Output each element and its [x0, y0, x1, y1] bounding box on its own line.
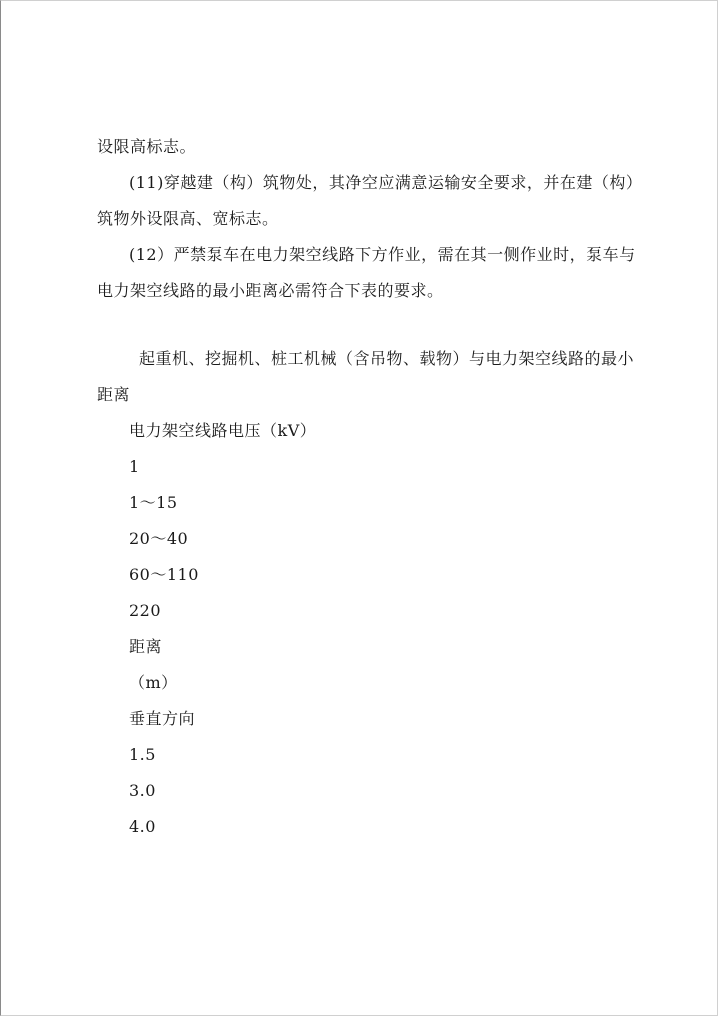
table-cell-voltage-220: 220: [129, 601, 162, 620]
paragraph-item-12: (12）严禁泵车在电力架空线路下方作业，需在其一侧作业时，泵车与电力架空线路的最小距离必需符合下表的要求。: [97, 245, 636, 300]
table-cell-voltage-1: 1: [129, 457, 140, 476]
table-cell-vertical-direction: 垂直方向: [129, 709, 196, 728]
table-cell-distance-header: 距离: [129, 637, 163, 656]
paragraph-continuation: 设限高标志。: [97, 137, 197, 156]
table-cell-vertical-3-0: 3.0: [129, 781, 156, 800]
paragraph-item-11: (11)穿越建（构）筑物处，其净空应满意运输安全要求，并在建（构）筑物外设限高、宽标志。: [97, 173, 635, 228]
table-cell-voltage-60-110: 60～110: [129, 565, 199, 584]
table-cell-voltage-1-15: 1～15: [129, 493, 178, 512]
table-cell-voltage-header: 电力架空线路电压（kV）: [129, 421, 317, 440]
table-cell-distance-unit: （m）: [129, 673, 178, 692]
table-cell-vertical-1-5: 1.5: [129, 745, 156, 764]
table-caption: 起重机、挖掘机、桩工机械（含吊物、载物）与电力架空线路的最小距离: [97, 349, 635, 404]
table-cell-vertical-4-0: 4.0: [129, 817, 156, 836]
document-body: [97, 129, 637, 845]
table-cell-voltage-20-40: 20～40: [129, 529, 189, 548]
section-spacer: [97, 309, 637, 341]
